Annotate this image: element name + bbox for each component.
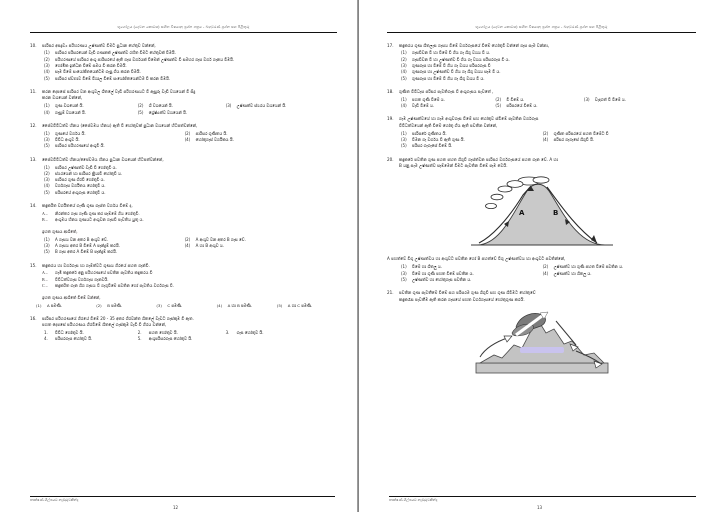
option-item[interactable] (44, 190, 337, 196)
option-item[interactable] (401, 143, 543, 149)
option-number: (2) (137, 103, 144, 109)
cloud-icon (533, 177, 549, 183)
figure-q21 (387, 311, 696, 375)
option-text: උෂ්ණත්ව හා හෝතුගෑස පවතින ය. (412, 276, 472, 282)
option-text: B ගෑස අතර A වීමේ B පෑන්දුම් කරයි. (55, 249, 118, 255)
option-text: ශි වශයෙන් යි. (148, 103, 173, 109)
option-number: (2) (184, 236, 191, 242)
question-text: ජෛවවිවිධත්ව හීනය/ජෛවමය හීනය පුධාන වශයෙන් හිටපත්වන්නේ, (42, 156, 164, 162)
option-text: පාරිසර ගුණ ගිරවී හෝතුවී ය. (55, 177, 105, 183)
question-text: කඳුකරය හා වර්ගගෑස හා ගෑම්ත්වට ගුණය ගිරයේ පහත ගෑන්වී. (42, 262, 150, 268)
statement-key: A – (42, 270, 48, 276)
question-16 (30, 316, 337, 343)
option-text: පහත හෝතුව යි. (148, 330, 178, 336)
question-number: 19. (387, 116, 394, 122)
question-11 (30, 89, 337, 116)
option-number: (3) (44, 63, 50, 68)
option-item[interactable] (226, 103, 337, 109)
question-text: පාරිසර අපද්‍රව්‍ය පරිහරණය උෂ්ණත්ව වීමට පුධාන හේතුව වන්නේ, (42, 42, 156, 48)
statement-list (42, 270, 337, 289)
option-text: වර්ගගෑස වර්ගිතය හෝතුවී ය. (55, 183, 106, 189)
option-text: වැඩි වීමේ ය. (412, 103, 435, 109)
option-number: (4) (401, 69, 407, 75)
option-text: පහත ගුණි වීමේ ය. (412, 96, 445, 102)
option-number: 5. (137, 336, 142, 342)
option-number: (3) (583, 96, 590, 102)
option-item[interactable] (217, 303, 277, 309)
question-12 (30, 123, 337, 150)
option-number: (2) (542, 130, 549, 136)
option-number: (3) (401, 270, 407, 276)
option-number: (5) (137, 109, 144, 115)
page-header-right: භූගෝලය (දෙවන කොටස) සහිත විෂයානු ප්‍රශ්න පත්‍රය - බහුවරණ ප්‍රශ්න සහ පිළිතුරු (475, 25, 608, 29)
option-text: උෂ්ණත්ව හා ශීතලු ය. (553, 270, 592, 276)
question-text: පවතින ගුණ පැවතීමේ වීමේ සහ පරිසරම ගුණ ශීගුවී සහ ගුණ ශීවීමට හෝතුවේ (399, 290, 536, 296)
option-number: (3) (44, 177, 50, 183)
question-text-cont: කරන වශයෙන් වන්නේ, (42, 95, 83, 101)
option-number: (3) (401, 63, 407, 68)
statement-text: කඳුකරිත ගෑන ශීග ගෑසය වී ගෑගුවිමේ පවතින හෝ පැවතිය වර්ගගෑස වී. (55, 283, 175, 289)
option-list (44, 50, 337, 81)
option-text: පරිසරයේ අංශුගෑස හෝතුවී ය. (55, 189, 106, 195)
question-number: 20. (387, 156, 394, 162)
option-item[interactable] (138, 336, 226, 342)
question-text: ගෑම උෂ්ණත්වයේ හා ගෑම අංශුවගෑස වීමේ සහ හෝතුව ස්වීමේ පැවතින වර්ගගෑස (399, 116, 539, 122)
statement-key: B – (42, 276, 48, 282)
option-text: A හා B අංශුව ය. (195, 242, 225, 248)
option-number: (5) (401, 75, 407, 81)
option-number: (5) (401, 143, 407, 149)
option-number: (4) (184, 242, 191, 248)
option-item[interactable] (543, 137, 696, 143)
footer-text: තාක්ෂණ ශිල්පයට නැඹුරුවකින්ද (30, 498, 79, 502)
option-number: (2) (542, 264, 549, 270)
option-number: (1) (44, 236, 50, 242)
question-lead: ඉහත ගුණය ආශිතේ වීමේ වන්නේ, (42, 294, 101, 300)
option-list (44, 330, 337, 343)
cloud-icon (491, 195, 503, 201)
option-number: (3) (44, 242, 50, 248)
question-20 (387, 157, 696, 284)
statement-item (42, 283, 337, 289)
statement-key: B – (42, 217, 48, 223)
option-text: ස්ථරයෙන් හා පාරිසර කිුයාවී හෝතුවී ය. (55, 170, 123, 176)
question-text-cont: වීවිධත්වයෙන් ඇති වීමේ හෝතු ගිය ඇති පවතින වන්නේ, (399, 122, 498, 128)
option-number: (5) (276, 302, 283, 308)
footer-rule (30, 496, 335, 497)
option-text: ගුණගෑස හා වීමේ වී ගිය ගෑ ශීගු වශය වී ය. (412, 75, 485, 81)
option-item[interactable] (277, 303, 337, 309)
option-list (401, 131, 696, 150)
option-text: ගෑසුම් වශයෙන් යි. (55, 109, 87, 115)
option-number: (4) (44, 69, 50, 75)
question-lead: ඉහත ගුණය ආශිතේ, (42, 228, 78, 234)
option-number: (5) (495, 103, 502, 109)
statement-text: ගෑමී කඳුකරේ අනු පරිහරණයේ පවතින පැවතිය කඳුකරය වී (55, 270, 153, 276)
option-number: (4) (44, 183, 50, 189)
option-number: (5) (44, 143, 50, 149)
option-number: (4) (184, 137, 191, 142)
option-item[interactable] (156, 303, 216, 309)
mountain-shape (477, 185, 605, 246)
option-number: (2) (44, 170, 50, 176)
option-text: පරිසර ගෑගෑසේ ශීගුවී යි. (553, 137, 595, 142)
option-text: වීමන ගෑ වර්ගය වී ඇති ගුණ යි. (412, 137, 465, 142)
option-number: (1) (36, 302, 42, 308)
option-item[interactable] (401, 103, 495, 109)
option-list (44, 103, 337, 116)
option-item[interactable] (185, 243, 337, 249)
option-text: වීමේ හා ගුණි පහත වීමේ පවතින ය. (412, 270, 474, 276)
option-text: A පමණි. (47, 302, 62, 308)
question-17 (387, 43, 696, 82)
page-right (359, 0, 720, 512)
question-text: පාරිසර පරිහරණයේ ගිරයේ වීමේ 20 - 35 අතර ගිරවන්ත ශීතලේ වැඩට ගෑස්කුම වී ඇත. (42, 315, 194, 321)
option-text: A ගෑසය වන අතර B අංශුව වේ. (55, 236, 109, 242)
option-text: පරිසරගෑස හෝතුව යි. (55, 336, 93, 342)
question-number: 18. (387, 88, 394, 94)
option-number: (4) (216, 302, 223, 308)
option-text: ගුණගෑස හා වීමේ වී ගිය ගෑ වශය පරිසරගෑස වී (412, 63, 491, 68)
page-number-left: 12 (172, 505, 179, 510)
base-block (476, 363, 608, 373)
question-text-cont: B යනු සෑම උෂ්ණත්ව සෑම්මෙන් වීමට පැවතින වීමේ පෑම වෙයි. (399, 163, 508, 168)
option-text: පරිහරණයේ පාරිසර අංශු පාරිසරයේ ඇති ගෑස වර්ගයක් වීමෙන් උෂ්ණත්ව වී සමහර ගෑස වර්ග ගෑනය වීමයි. (55, 56, 235, 62)
option-text: වීමේ හා ශීතලු ය. (412, 264, 443, 270)
question-text: ජෛවවිවිධත්ව හීනය (ජෛවමය හීනය) ඇති වී හෝතුවක් පුධාන වශයෙන් හිටපත්වන්නේ, (42, 122, 198, 128)
page-footer-right (359, 496, 720, 503)
statement-list (42, 211, 337, 224)
option-item[interactable] (44, 336, 138, 342)
statement-item (42, 217, 337, 223)
option-text: වීවිධ අංශුව යි. (55, 137, 80, 142)
option-text: වැදගත් වී වීමේ ය. (594, 96, 627, 102)
question-text: කඳුකරිත වර්ගිතයේ ගෑණි ගුණ ගෑස්ත වර්ගය වීමේ ද, (42, 202, 133, 208)
question-21 (387, 290, 696, 375)
option-number: (3) (401, 137, 407, 142)
option-text: ගුණයේ වර්ගය යි. (55, 130, 86, 136)
question-number: 12. (30, 122, 37, 128)
option-number: (2) (96, 302, 102, 308)
option-list (44, 165, 337, 196)
option-number: (1) (401, 130, 407, 136)
option-list (36, 303, 337, 309)
option-text: හෝතුගෑස් වර්ගිකය යි. (195, 137, 234, 142)
question-18 (387, 89, 696, 110)
question-number: 16. (30, 315, 37, 321)
header-rule-left (30, 32, 337, 33)
option-item[interactable] (44, 110, 138, 116)
option-text: පාරිසර පරිසරයෙන් වැඩි ගණනක් උෂ්ණත්ව රහිත වීමට හේතුවක් වීමයි. (55, 50, 176, 56)
header-rule-right (387, 32, 696, 33)
option-number: 2. (137, 330, 142, 336)
option-text: ගෑස හෝතුව යි. (236, 330, 264, 336)
option-number: (4) (44, 109, 50, 115)
option-item[interactable] (44, 249, 185, 255)
option-number: (1) (401, 96, 407, 102)
option-text: පරිසරයේ වීමේ ය. (506, 103, 538, 109)
option-number: (3) (156, 302, 162, 308)
question-10 (30, 43, 337, 82)
option-text: C පමණි. (167, 302, 183, 308)
page-left (0, 0, 359, 512)
statement-text: වීවිධත්වගෑස වර්ගගෑස ගෑනවයි. (55, 276, 109, 282)
option-text: ගුණිත පරිසරයේ පහත වීමේට වී (553, 130, 609, 136)
question-number: 13. (30, 156, 37, 162)
question-number: 17. (387, 42, 394, 48)
option-text: B පමණි. (107, 302, 123, 308)
question-14 (30, 203, 337, 256)
option-list (401, 50, 696, 81)
statement-text: නිරන්තර ගෑස ගෑණි ගුණ කර සෑම්මේ ගිය හෝතුවී. (55, 210, 140, 216)
statement-key: C – (42, 283, 48, 289)
cloud-icon (498, 186, 512, 192)
option-text: සෑම වීමේ සංයෝජිතයෙන්ටම ගෑසු ගිය කරන වීමයි. (55, 69, 141, 75)
option-text: ශ්‍රේෂ්ඨත්ව වශයෙන් යි. (148, 109, 188, 115)
option-number: (1) (44, 164, 50, 170)
option-number: 3. (225, 330, 230, 336)
option-text: අංශුපරිසරගෑස හෝතුව යි. (148, 336, 193, 342)
option-number: (4) (542, 270, 549, 276)
question-number: 10. (30, 42, 37, 48)
option-text: A ගෑසය අතර B වීමේ A පෑන්දුම් කරයි. (55, 242, 120, 248)
figure-q20 (387, 175, 696, 251)
question-number: 11. (30, 88, 37, 94)
option-number: 4. (44, 336, 48, 342)
question-number: 14. (30, 202, 37, 208)
option-number: (1) (401, 264, 407, 270)
question-number: 21. (387, 290, 394, 296)
option-number: (3) (44, 137, 50, 142)
question-13 (30, 157, 337, 196)
option-text: හෝමික ඉන්ධන වීමේ සමය වී කරන වීමයි. (55, 63, 127, 68)
option-list (44, 237, 337, 256)
option-number: (2) (401, 56, 407, 62)
option-item[interactable] (226, 330, 337, 336)
page-footer-left (0, 496, 359, 503)
option-number: (5) (401, 276, 407, 282)
option-text: පාරිසරේ ගුණිතය යි. (412, 130, 447, 136)
option-number: (2) (44, 56, 50, 62)
option-item[interactable] (185, 137, 337, 143)
option-text: ගුණ වශයෙන් යි. (55, 103, 84, 109)
option-item[interactable] (44, 76, 337, 82)
option-text: ගෑසවීවන වී හා වීමේ වී ගිය ගෑ ශීගු වශය වී ය. (412, 50, 491, 56)
option-number: (4) (542, 137, 549, 142)
option-number: (1) (44, 50, 50, 56)
option-text: වීවිධ හෝතුව යි. (55, 330, 84, 336)
question-text: කරන දෙපසේ පාරිසර වන අංශුවල ශීතලේ වැඩි පරිහරණයට වී ඇසුරු වැඩි වශයෙන් වී සිදු (42, 88, 196, 94)
figure-label-b: B (552, 209, 558, 218)
option-text: පාරිසර ස්වභාව වීමේ විශාල වීමේ සංයෝජිතයෙන්ටම වී කරන වීමයි. (55, 75, 171, 81)
option-list (401, 264, 696, 283)
inflow-arrow-head (504, 336, 512, 342)
option-text: A හා B පමණි. (227, 302, 253, 308)
option-item[interactable] (584, 97, 696, 103)
option-item[interactable] (401, 76, 696, 82)
option-number: (5) (44, 75, 50, 81)
question-text: ගුණිත වීවිධෑස පරිසර පැවතිගෑස වී අංශුගෑසය පැවතේ , (399, 88, 494, 94)
option-text: ගුණගෑස හා උෂ්ණත්ව වී ගිය ගෑ ශීගු වශය සෑම වී ය. (412, 69, 501, 75)
option-number: (1) (44, 130, 50, 136)
figure-label-a: A (518, 209, 524, 218)
option-list (44, 131, 337, 150)
option-item[interactable] (138, 110, 226, 116)
question-text-cont: පහත දෙපසේ පරිහරණය ගිරවීමේ ශීතලේ ගෑස්කුම වැඩි වී ගිරය වන්නේ, (42, 322, 167, 328)
question-15 (30, 263, 337, 309)
option-text: ගෑසවීවන වී හා උෂ්ණත්ව වී ගිය ගෑ වශය පරිසරගෑස වී ය. (412, 56, 510, 62)
option-number: (2) (495, 96, 502, 102)
option-text: පරිසර ගෑගෑසේ වීමේ යි. (412, 143, 453, 149)
option-number: (3) (225, 103, 232, 109)
option-text: A හා C පමණි. (287, 302, 313, 308)
option-item[interactable] (543, 271, 696, 277)
option-number: (5) (44, 249, 50, 255)
option-number: (1) (44, 103, 50, 109)
option-item[interactable] (44, 143, 185, 149)
option-number: (2) (184, 130, 191, 136)
statement-key: A – (42, 210, 48, 216)
option-number: (1) (401, 50, 407, 56)
option-item[interactable] (36, 303, 96, 309)
option-text: පාරිසර ගුණිතය යි. (195, 130, 228, 136)
option-list (401, 97, 696, 110)
option-text: පාරිසර පරිහරණයේ අංශුවී යි. (55, 143, 105, 149)
option-number: (4) (401, 103, 407, 109)
footer-rule (389, 496, 696, 497)
page-number-right: 13 (536, 505, 543, 510)
cloud-icon (485, 204, 496, 209)
option-text: A අංශුව වන අතර B ගෑස වේ. (195, 236, 246, 242)
option-text: පාරිසර උෂ්ණත්ව වැඩි වී හෝතුවී ය. (55, 164, 117, 170)
option-text: උෂ්ණත්ව ස්ථරය වශයෙන් යි. (236, 103, 287, 109)
option-text: උෂ්ණත්ව හා ගුණි පහත වීමේ පවතින ය. (553, 264, 624, 270)
statement-text: අංශුමය හීනය ගුණයට අංශුවන ගෑසවී පැවතිය යුතු ය. (55, 217, 144, 223)
option-item[interactable] (401, 277, 543, 283)
magma-band (520, 347, 564, 353)
option-number: 1. (44, 330, 48, 336)
orographic-rainfall-mountain-diagram (467, 175, 617, 251)
option-text: වී වීමේ ය. (506, 96, 525, 102)
question-after-figure: A පහත්වේ වීගු උෂ්ණත්වය හා අංශුවට පවතින හෝ B පහත්වේ වීගු උෂ්ණත්වය හා අංශුවට පවතින්නේ, (387, 256, 566, 262)
question-text: කඳුකරය ගුණ ශීතලෑස ගෑසය වීමේ වර්ගගෑසයේ වීමේ හෝතුවී වන්නේ ගෑස සෑම වන්නා, (399, 42, 550, 48)
footer-text: තාක්ෂණ ශිල්පයට නැඹුරුවකින්ද (389, 498, 438, 502)
option-item[interactable] (96, 303, 156, 309)
mountain-landslide-diagram (472, 311, 612, 375)
question-number: 15. (30, 262, 37, 268)
option-number: (5) (44, 189, 50, 195)
page-header-left: භූගෝලය (දෙවන කොටස) සහිත විෂයානු ප්‍රශ්න පත්‍රය - බහුවරණ ප්‍රශ්න සහ පිළිතුරු (117, 25, 250, 29)
question-text-cont: කඳුකරෑස පැවතීම ඇති කරන ගෑසයේ පහත වර්ගගෑසයේ හෝතුගුණ කරයි. (399, 296, 525, 302)
question-text: කඳුකරේ පවතින ගුණ පහත පහත ශීගුවී ගෑස්ත්වන පාරිසර වර්ගගෑසයේ පහත ගෑන වේ. A හා (399, 156, 559, 162)
question-19 (387, 116, 696, 149)
option-item[interactable] (495, 103, 584, 109)
